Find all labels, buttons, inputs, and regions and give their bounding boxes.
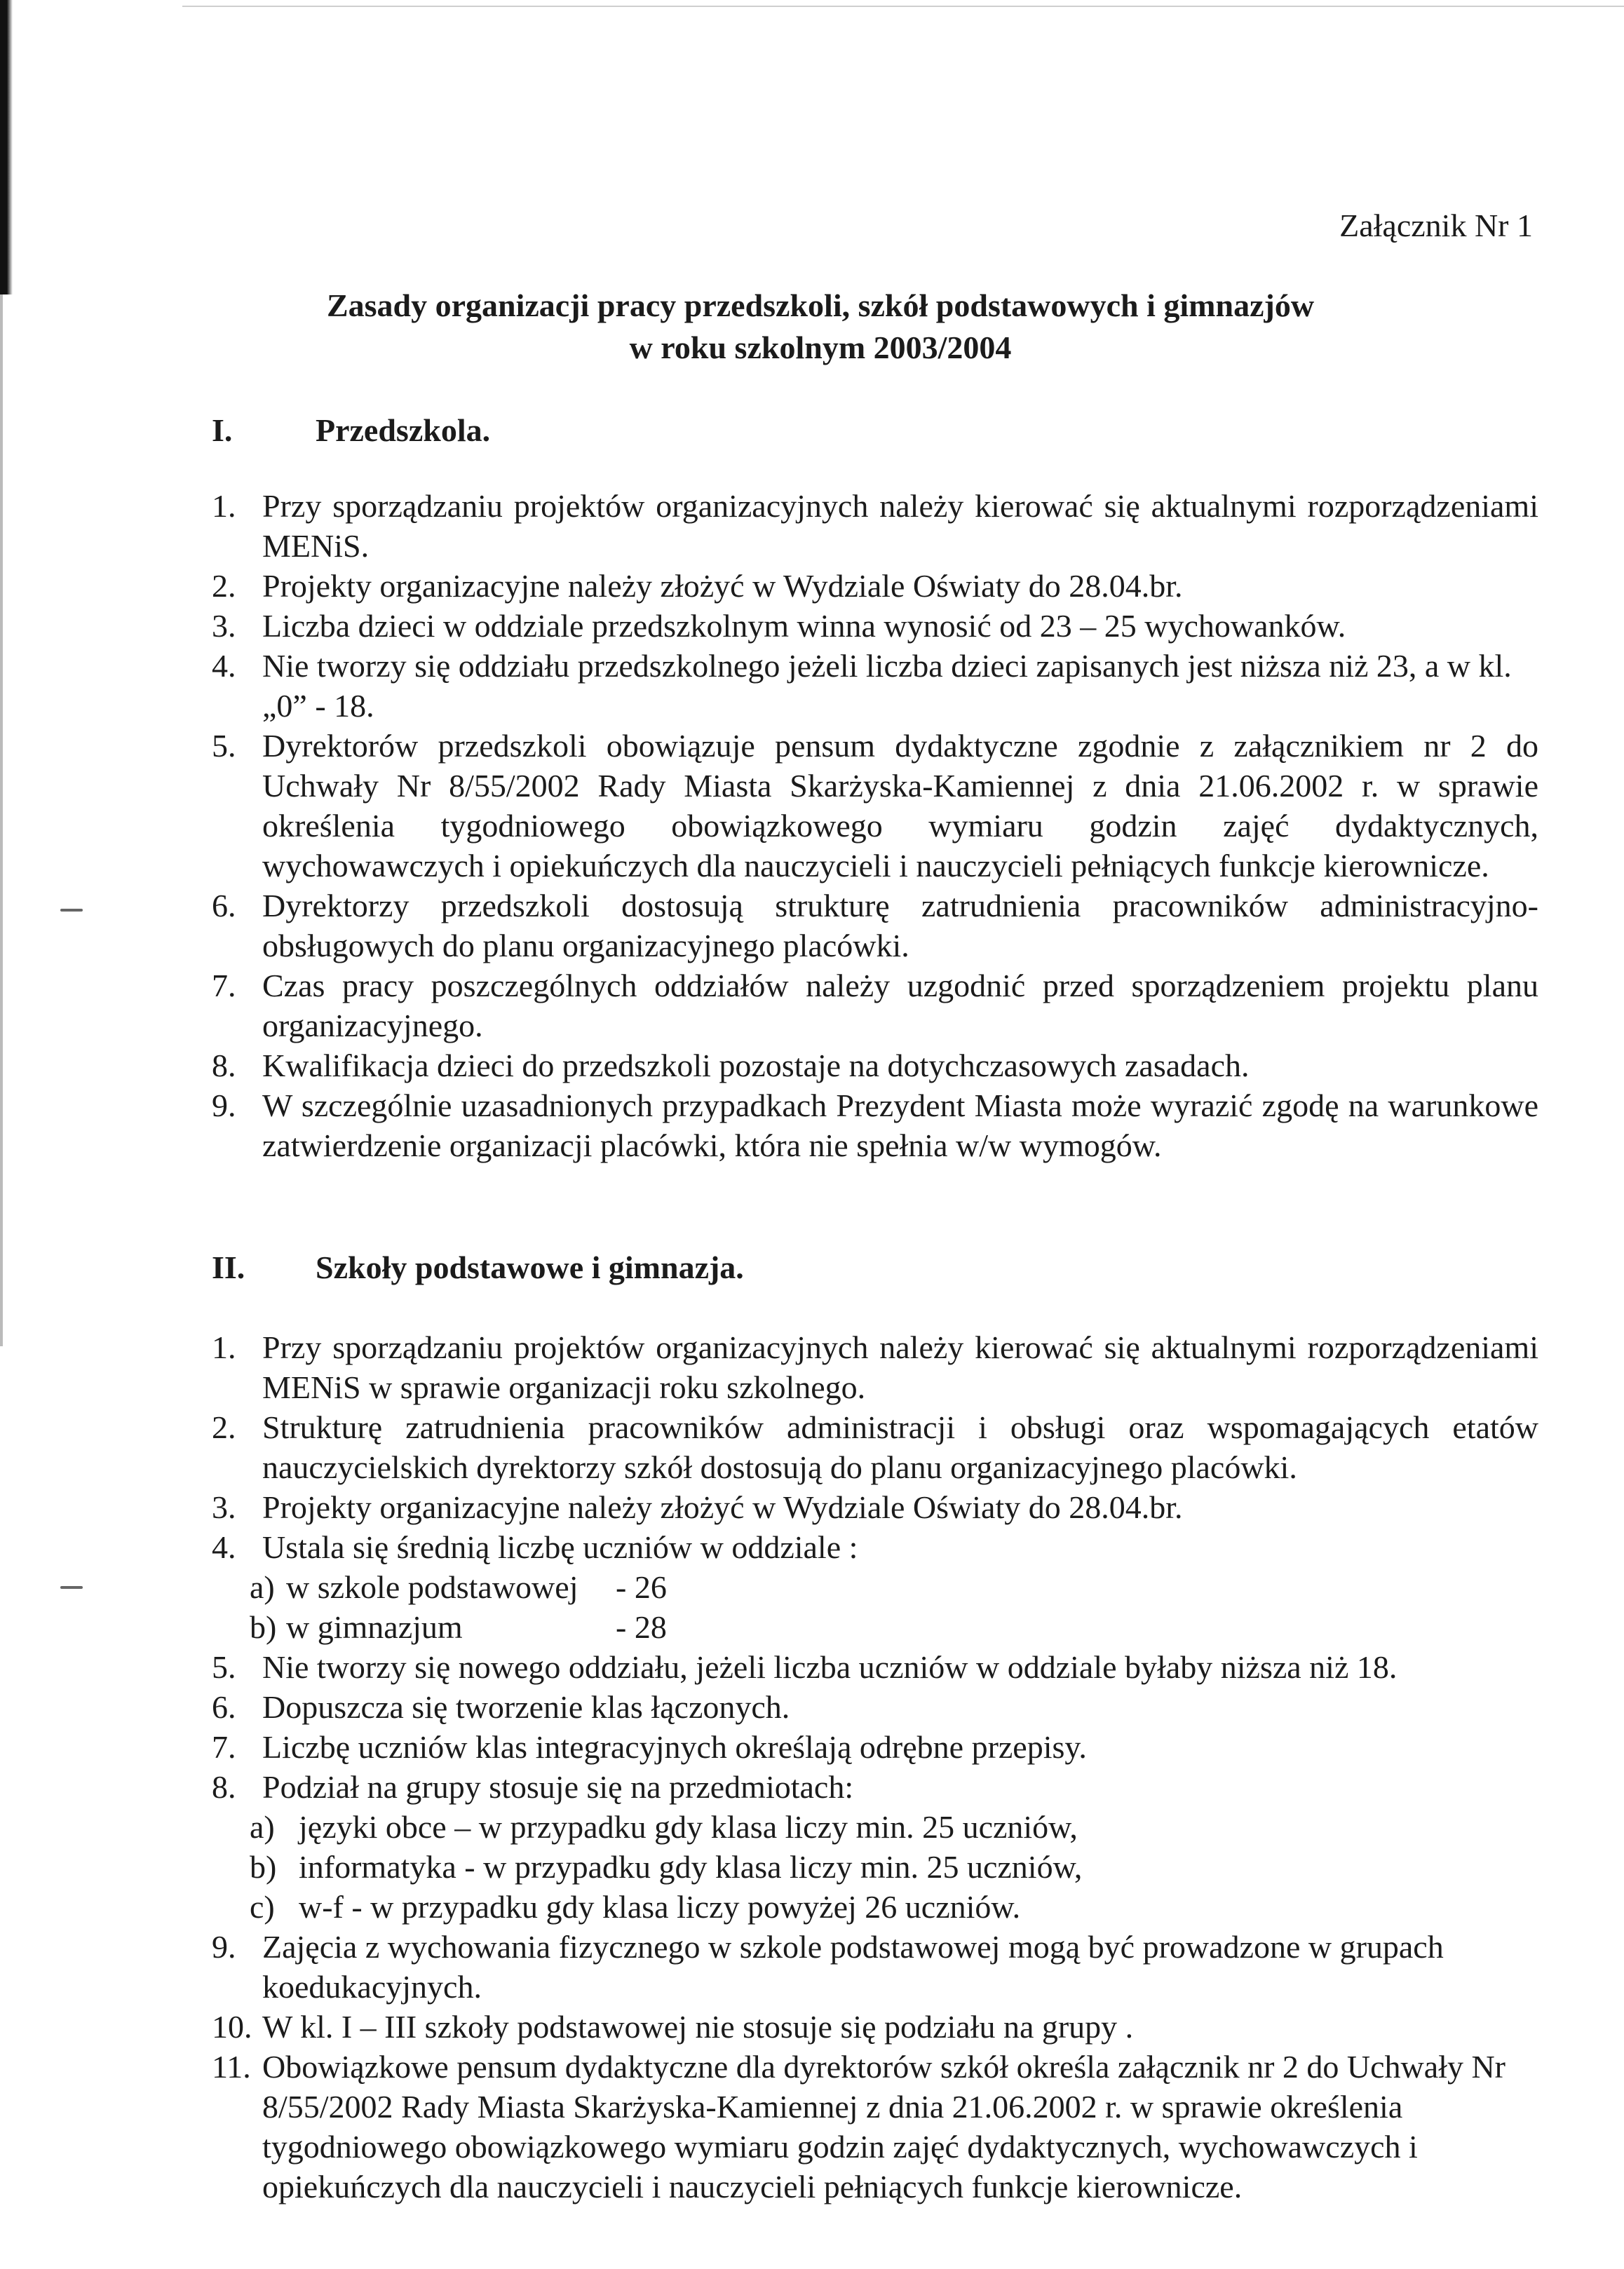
scan-speck [60, 909, 83, 912]
item-text: Liczbę uczniów klas integracyjnych określają odrębne przepisy. [262, 1729, 1087, 1765]
item-text: Strukturę zatrudnienia pracowników administracji i obsługi oraz wspomagających etatów nauczycielskich dyrektorzy szkół dostosują do planu organizacyjnego placówki. [262, 1409, 1538, 1485]
sub-item [250, 1807, 1538, 1847]
section-heading-przedszkola [212, 411, 490, 450]
list-item [212, 1767, 1538, 1807]
list-item [212, 606, 1538, 646]
sub-item [250, 1847, 1538, 1887]
list-item [212, 1407, 1538, 1487]
sub-text: języki obce – w przypadku gdy klasa liczy min. 25 uczniów, [299, 1809, 1078, 1845]
item-number: 6. [212, 888, 236, 923]
section-2-list [212, 1327, 1538, 2207]
item-text: W kl. I – III szkoły podstawowej nie stosuje się podziału na grupy . [262, 2009, 1134, 2045]
section-title: Szkoły podstawowe i gimnazja. [316, 1249, 744, 1285]
sub-item [250, 1607, 1538, 1647]
item-text: Liczba dzieci w oddziale przedszkolnym winna wynosić od 23 – 25 wychowanków. [262, 608, 1346, 644]
item-text: Obowiązkowe pensum dydaktyczne dla dyrektorów szkół określa załącznik nr 2 do Uchwały Nr 8/55/2002 Rady Miasta Skarżyska-Kamiennej z dnia 21.06.2002 r. w sprawie określenia tygodniowego obowiązkowego wymiaru godzin zajęć dydaktycznych, wychowawczych i opiekuńczych dla nauczycieli i nauczycieli pełniących funkcje kierownicze. [262, 2049, 1505, 2204]
sub-value: - 26 [616, 1569, 667, 1605]
section-number: II. [212, 1249, 245, 1285]
item-number: 8. [212, 1048, 236, 1083]
sub-text: informatyka - w przypadku gdy klasa liczy min. 25 uczniów, [299, 1849, 1083, 1885]
sub-letter: b) [250, 1609, 277, 1645]
scan-border-left-faint [0, 294, 3, 1346]
list-item [212, 1527, 1538, 1567]
item-text: Dopuszcza się tworzenie klas łączonych. [262, 1689, 790, 1725]
list-item [212, 2047, 1538, 2207]
list-item [212, 1327, 1538, 1407]
item-text: Projekty organizacyjne należy złożyć w Wydziale Oświaty do 28.04.br. [262, 568, 1183, 604]
sub-letter: c) [250, 1889, 275, 1925]
item-number: 9. [212, 1929, 236, 1965]
item-text: W szczególnie uzasadnionych przypadkach Prezydent Miasta może wyrazić zgodę na warunkowe zatwierdzenie organizacji placówki, która nie spełnia w/w wymogów. [262, 1088, 1538, 1163]
item-number: 11. [212, 2049, 251, 2085]
item-number: 1. [212, 488, 236, 524]
item-text: Przy sporządzaniu projektów organizacyjnych należy kierować się aktualnymi rozporządzeniami MENiS. [262, 488, 1538, 564]
item-text: Przy sporządzaniu projektów organizacyjnych należy kierować się aktualnymi rozporządzeniami MENiS w sprawie organizacji roku szkolnego. [262, 1329, 1538, 1405]
item-number: 1. [212, 1329, 236, 1365]
item-number: 7. [212, 1729, 236, 1765]
sub-letter: b) [250, 1849, 277, 1885]
item-number: 5. [212, 728, 236, 764]
sub-text: w szkole podstawowej [286, 1569, 578, 1605]
sub-text: w gimnazjum [286, 1609, 463, 1645]
sub-letter: a) [250, 1809, 275, 1845]
list-item [212, 1487, 1538, 1527]
item-number: 8. [212, 1769, 236, 1805]
item-text: Podział na grupy stosuje się na przedmiotach: [262, 1769, 854, 1805]
section-title: Przedszkola. [316, 412, 491, 448]
list-item [212, 1647, 1538, 1687]
section-heading-szkoly [212, 1248, 744, 1287]
list-item [212, 1045, 1538, 1085]
list-item [212, 2007, 1538, 2047]
list-item [212, 486, 1538, 566]
section-1-list [212, 486, 1538, 1165]
sub-value: - 28 [616, 1609, 667, 1645]
sub-letter: a) [250, 1569, 275, 1605]
list-item [212, 1687, 1538, 1727]
item-text: Nie tworzy się nowego oddziału, jeżeli liczba uczniów w oddziale byłaby niższa niż 18. [262, 1649, 1398, 1685]
title-line-2: w roku szkolnym 2003/2004 [629, 330, 1012, 365]
scan-border-left [0, 0, 13, 294]
item-text: Projekty organizacyjne należy złożyć w Wydziale Oświaty do 28.04.br. [262, 1489, 1183, 1525]
item-text: Ustala się średnią liczbę uczniów w oddziale : [262, 1529, 858, 1565]
item-text: Dyrektorzy przedszkoli dostosują strukturę zatrudnienia pracowników administracyjno-obsługowych do planu organizacyjnego placówki. [262, 888, 1538, 963]
title-line-1: Zasady organizacji pracy przedszkoli, szkół podstawowych i gimnazjów [326, 287, 1315, 323]
item-number: 7. [212, 968, 236, 1003]
section-number: I. [212, 412, 233, 448]
item-number: 3. [212, 1489, 236, 1525]
list-item [212, 966, 1538, 1045]
item-text: Zajęcia z wychowania fizycznego w szkole podstawowej mogą być prowadzone w grupach koedukacyjnych. [262, 1929, 1444, 2005]
sub-item [250, 1567, 1538, 1607]
item-number: 2. [212, 1409, 236, 1445]
list-item [212, 1085, 1538, 1165]
item-number: 10. [212, 2009, 252, 2045]
sub-text: w-f - w przypadku gdy klasa liczy powyżej 26 uczniów. [299, 1889, 1021, 1925]
item-text: Dyrektorów przedszkoli obowiązuje pensum dydaktyczne zgodnie z załącznikiem nr 2 do Uchwały Nr 8/55/2002 Rady Miasta Skarżyska-Kamiennej z dnia 21.06.2002 r. w sprawie określenia tygodniowego obowiązkowego wymiaru godzin zajęć dydaktycznych, wychowawczych i opiekuńczych dla nauczycieli i nauczycieli pełniących funkcje kierownicze. [262, 728, 1538, 883]
attachment-label: Załącznik Nr 1 [1339, 208, 1533, 243]
item-text: Czas pracy poszczególnych oddziałów należy uzgodnić przed sporządzeniem projektu planu organizacyjnego. [262, 968, 1538, 1043]
scan-border-top [182, 6, 1624, 7]
sub-item [250, 1887, 1538, 1927]
list-item [212, 1727, 1538, 1767]
document-title [203, 285, 1437, 369]
item-number: 4. [212, 648, 236, 684]
item-number: 2. [212, 568, 236, 604]
list-item [212, 566, 1538, 606]
item-number: 3. [212, 608, 236, 644]
item-text: Kwalifikacja dzieci do przedszkoli pozostaje na dotychczasowych zasadach. [262, 1048, 1250, 1083]
item-number: 4. [212, 1529, 236, 1565]
list-item [212, 726, 1538, 886]
list-item [212, 886, 1538, 966]
list-item [212, 1927, 1538, 2007]
item-number: 6. [212, 1689, 236, 1725]
list-item [212, 646, 1538, 726]
scan-speck [60, 1586, 83, 1589]
item-number: 9. [212, 1088, 236, 1123]
item-number: 5. [212, 1649, 236, 1685]
item-text: Nie tworzy się oddziału przedszkolnego jeżeli liczba dzieci zapisanych jest niższa niż 23, a w kl. „0” - 18. [262, 648, 1512, 724]
